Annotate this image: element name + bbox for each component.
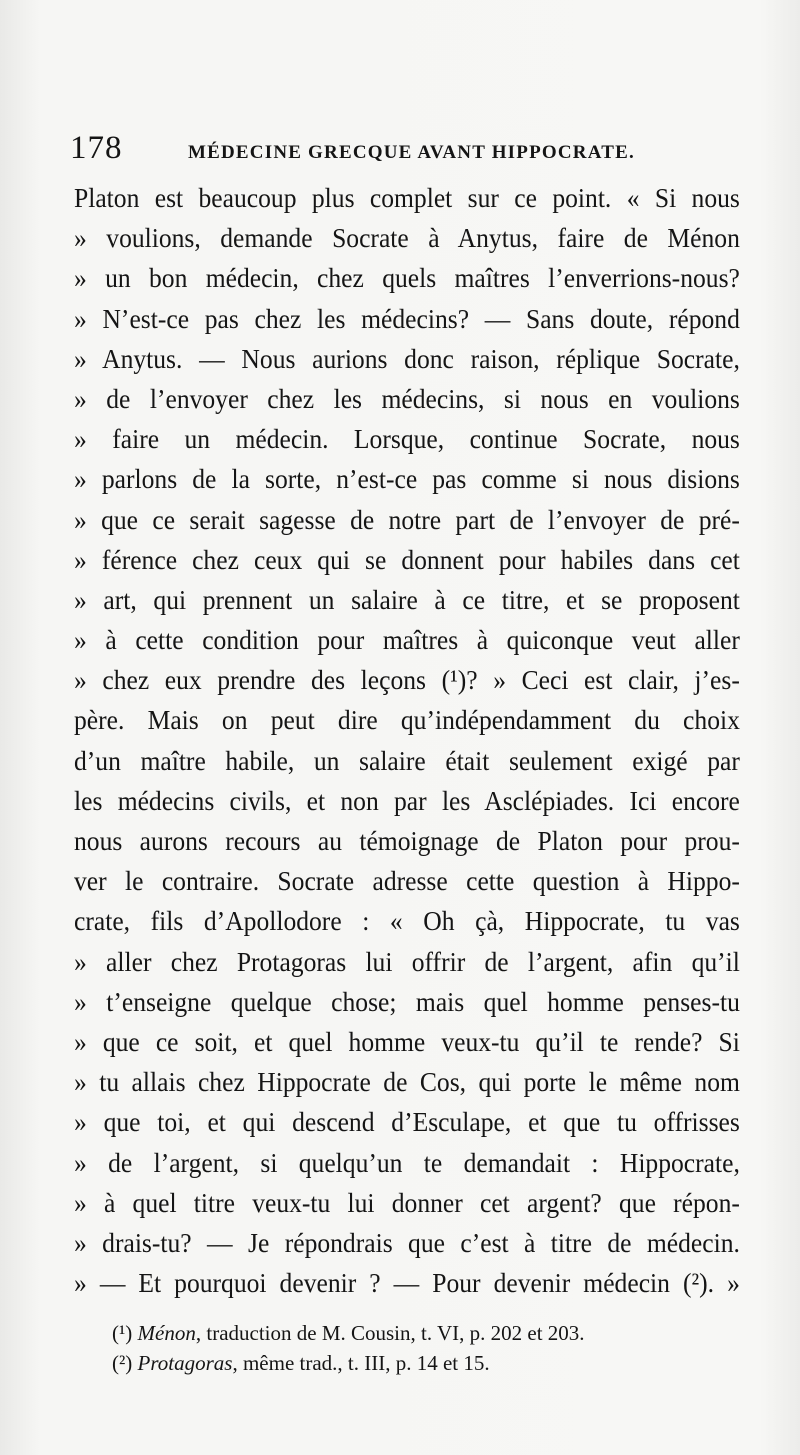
text-line: » Anytus. — Nous aurions donc raison, réplique Socrate, [74,342,740,374]
footnote-text: , même trad., t. III, p. 14 et 15. [232,1351,490,1375]
running-head: MÉDECINE GRECQUE AVANT HIPPOCRATE. [188,142,635,163]
text-line: » à cette condition pour maîtres à quiconque veut aller [74,624,740,656]
text-line: » tu allais chez Hippocrate de Cos, qui porte le même nom [74,1066,740,1098]
text-line: » de l’argent, si quelqu’un te demandait : Hippocrate, [74,1146,740,1178]
text-line: » chez eux prendre des leçons (¹)? » Ceci est clair, j’es- [74,664,740,696]
footnote-mark: (²) [112,1351,133,1375]
text-line: » que ce serait sagesse de notre part de l’envoyer de pré- [74,503,740,535]
footnote-text: , traduction de M. Cousin, t. VI, p. 202 et 203. [195,1321,585,1345]
text-line: » un bon médecin, chez quels maîtres l’enverrions-nous? [74,262,740,294]
text-line: ver le contraire. Socrate adresse cette question à Hippo- [74,865,740,897]
text-line: » que ce soit, et quel homme veux-tu qu’il te rende? Si [74,1025,740,1057]
footnote-title: Ménon [137,1321,196,1345]
text-line: » voulions, demande Socrate à Anytus, faire de Ménon [74,222,740,254]
text-line: » drais-tu? — Je répondrais que c’est à titre de médecin. [74,1226,740,1258]
text-line: » parlons de la sorte, n’est-ce pas comme si nous disions [74,463,740,495]
text-line: » faire un médecin. Lorsque, continue Socrate, nous [74,423,740,455]
text-line: » t’enseigne quelque chose; mais quel homme penses-tu [74,985,740,1017]
text-line: crate, fils d’Apollodore : « Oh çà, Hippocrate, tu vas [74,905,740,937]
footnote-mark: (¹) [112,1321,133,1345]
text-line: d’un maître habile, un salaire était seulement exigé par [74,744,740,776]
text-line: » que toi, et qui descend d’Esculape, et que tu offrisses [74,1106,740,1138]
footnote-title: Protagoras [137,1351,233,1375]
footnote-2 [112,1348,732,1378]
text-line: père. Mais on peut dire qu’indépendamment du choix [74,704,740,736]
text-line: » art, qui prennent un salaire à ce titre, et se proposent [74,583,740,615]
text-line: » N’est-ce pas chez les médecins? — Sans doute, répond [74,302,740,334]
text-line: » — Et pourquoi devenir ? — Pour devenir médecin (²). » [74,1267,740,1299]
text-line: » férence chez ceux qui se donnent pour habiles dans cet [74,543,740,575]
text-line: nous aurons recours au témoignage de Platon pour prou- [74,825,740,856]
page-header [70,130,740,170]
page-number: 178 [70,130,123,166]
text-line: » à quel titre veux-tu lui donner cet argent? que répon- [74,1186,740,1218]
text-line: » de l’envoyer chez les médecins, si nous en voulions [74,382,740,414]
text-line: » aller chez Protagoras lui offrir de l’argent, afin qu’il [74,945,740,977]
text-line: Platon est beaucoup plus complet sur ce point. « Si nous [74,182,740,213]
footnote-1 [112,1318,732,1348]
footnotes [112,1318,732,1378]
text-line: les médecins civils, et non par les Asclépiades. Ici encore [74,784,740,816]
body-text [74,178,740,1303]
